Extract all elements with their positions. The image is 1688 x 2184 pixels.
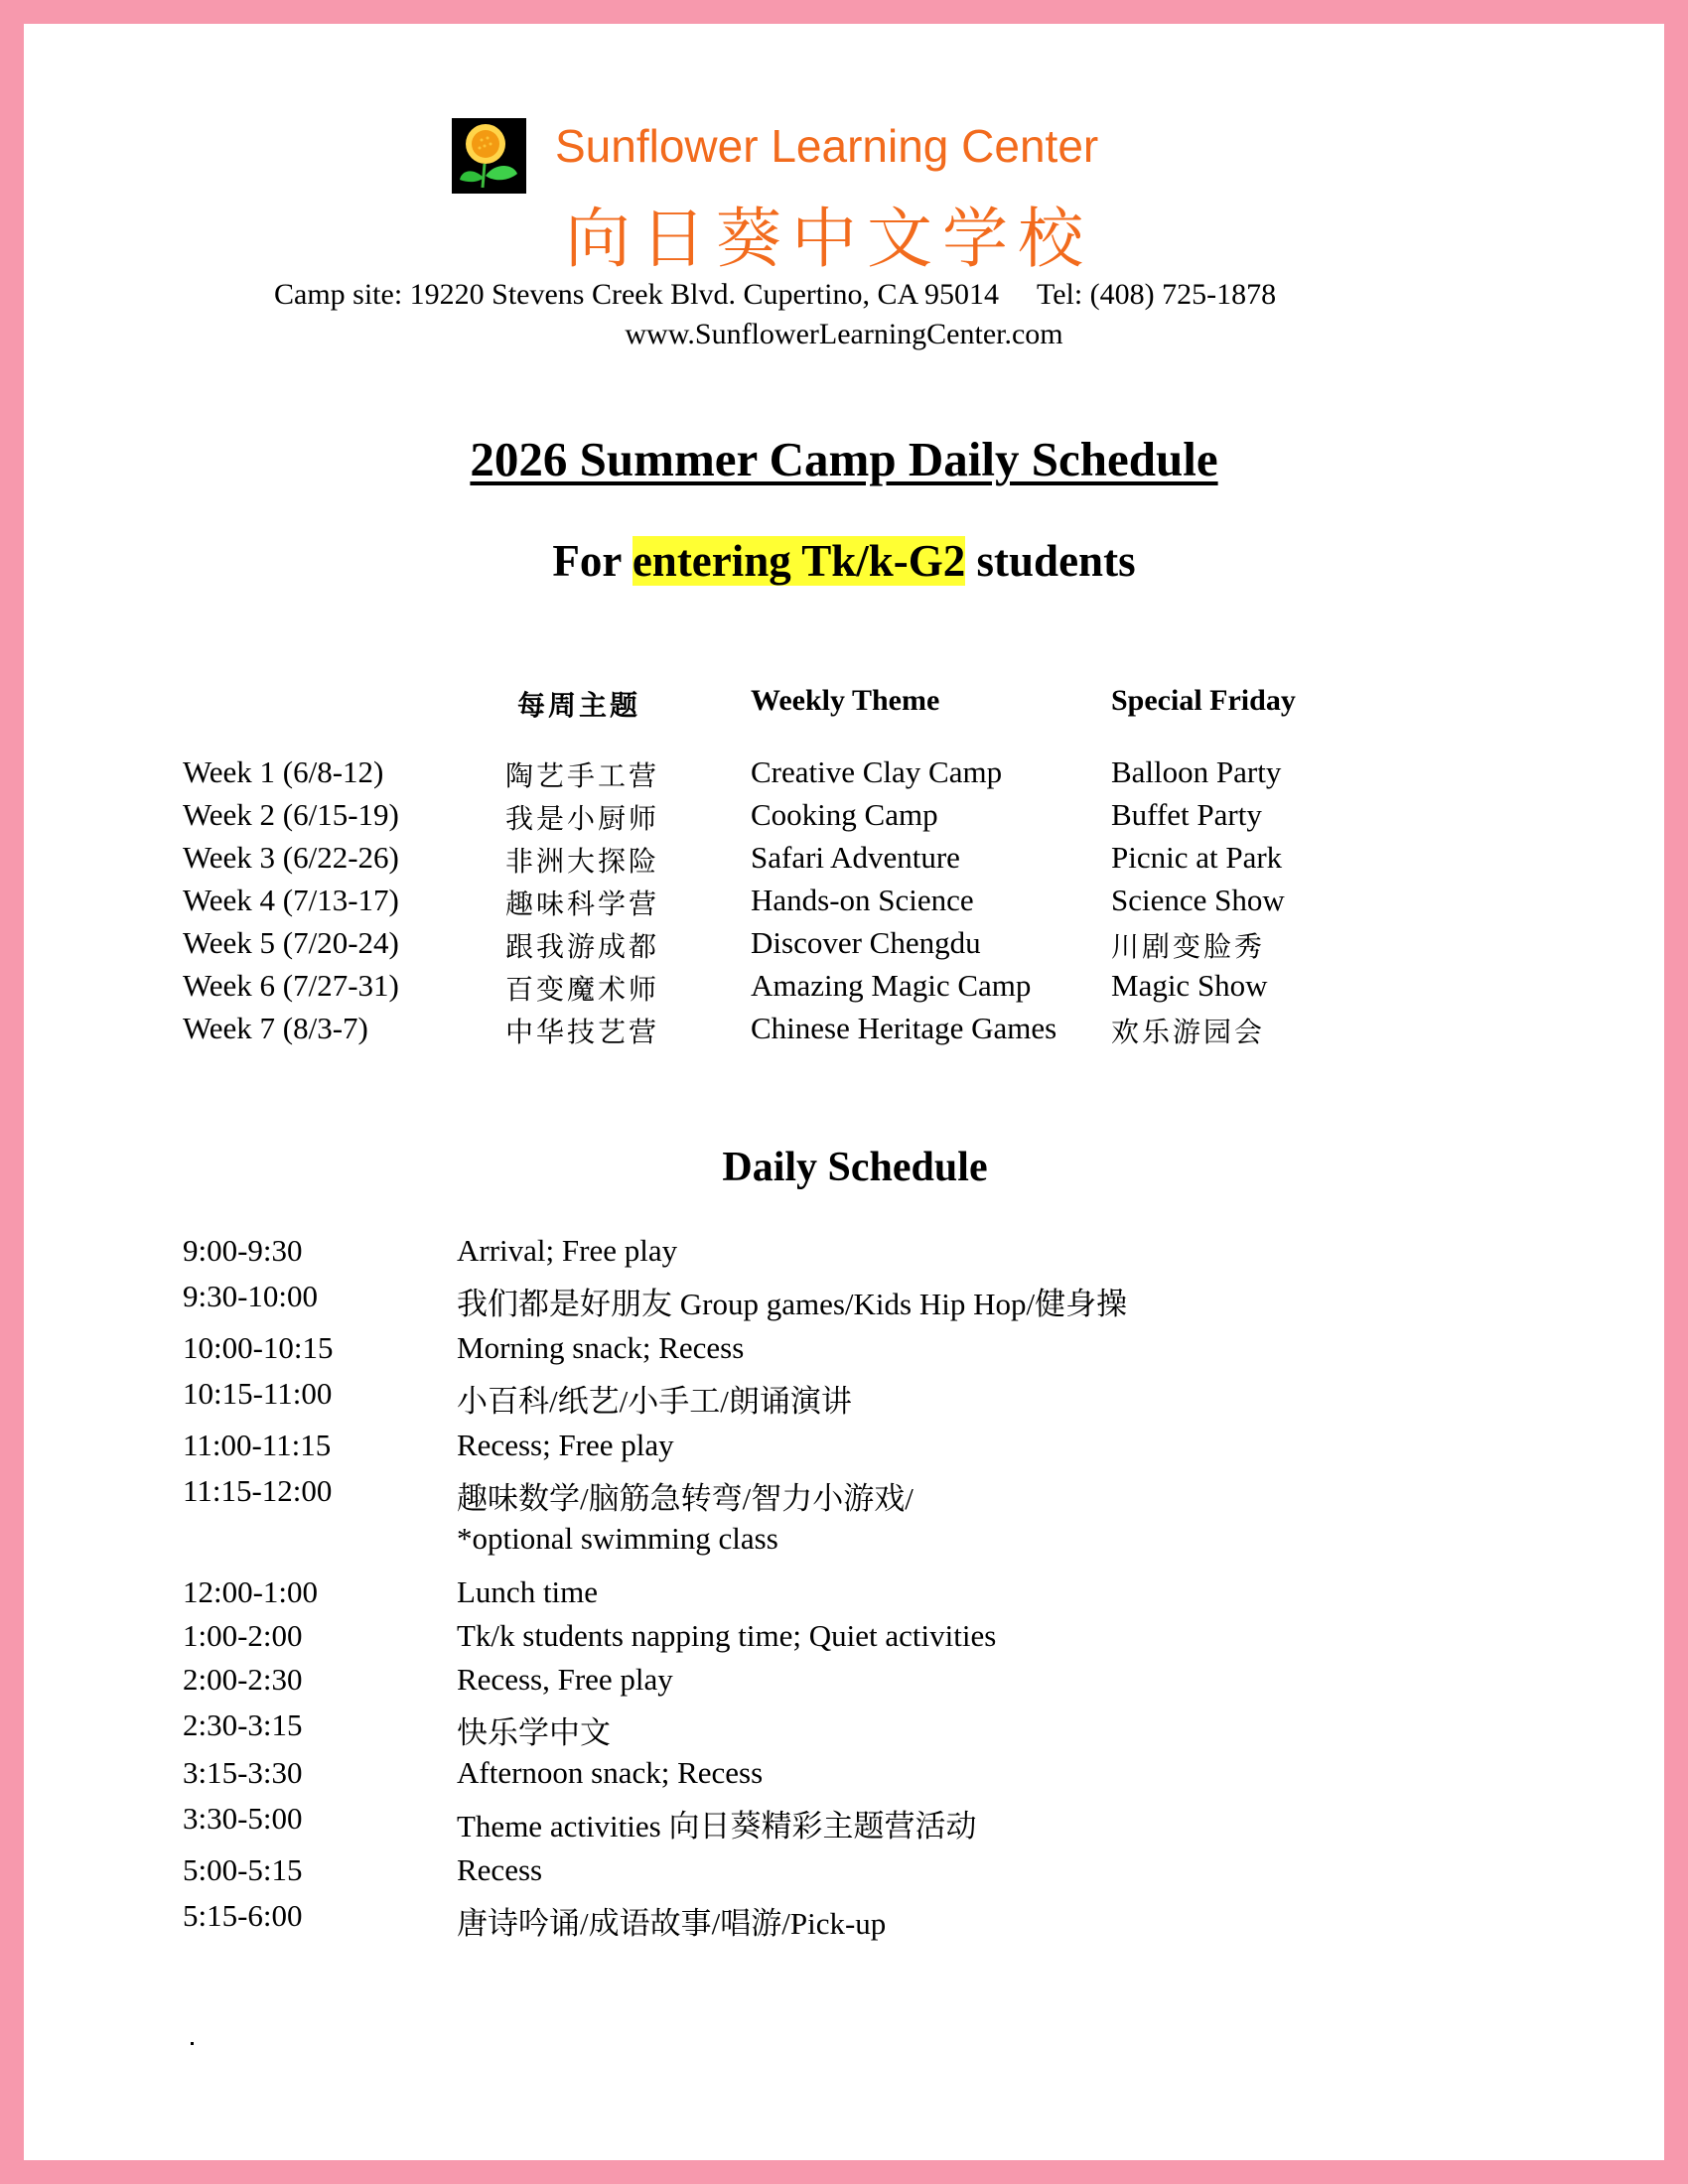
phone-number: Tel: (408) 725-1878 [1036,278,1277,311]
time-slot: 2:00-2:30 [183,1662,303,1697]
theme-chinese: 非洲大探险 [505,845,660,878]
activity: Recess, Free play [457,1662,673,1697]
footer-mark [191,2042,194,2045]
sunflower-icon [452,118,526,194]
contact-line [274,278,1276,312]
week-dates: Week 4 (7/13-17) [183,883,399,917]
week-dates: Week 2 (6/15-19) [183,797,399,832]
theme-english: Hands-on Science [751,883,974,917]
page-title: 2026 Summer Camp Daily Schedule [470,432,1218,486]
activity: Recess [457,1852,543,1887]
highlighted-grade-range: entering Tk/k-G2 [632,536,966,586]
time-slot: 12:00-1:00 [183,1574,319,1609]
activity: Arrival; Free play [457,1233,678,1268]
time-slot: 2:30-3:15 [183,1707,303,1742]
camp-address: Camp site: 19220 Stevens Creek Blvd. Cupertino, CA 95014 [274,278,999,311]
activity: Lunch time [457,1574,599,1609]
time-slot: 9:00-9:30 [183,1233,303,1268]
document-page [24,24,1664,2160]
special-friday: Picnic at Park [1111,840,1283,875]
special-friday: 川剧变脸秀 [1111,930,1266,963]
week-dates: Week 3 (6/22-26) [183,840,399,875]
theme-chinese: 百变魔术师 [505,973,660,1006]
theme-chinese: 跟我游成都 [505,930,660,963]
time-slot: 3:15-3:30 [183,1755,303,1790]
theme-english: Safari Adventure [751,840,960,875]
activity: Recess; Free play [457,1428,674,1462]
theme-english: Chinese Heritage Games [751,1011,1057,1045]
theme-english: Cooking Camp [751,797,938,832]
activity: Afternoon snack; Recess [457,1755,764,1790]
time-slot: 11:00-11:15 [183,1428,332,1462]
theme-chinese: 趣味科学营 [505,887,660,920]
activity: 快乐学中文 [457,1715,611,1750]
theme-english: Amazing Magic Camp [751,968,1032,1003]
activity: 小百科/纸艺/小手工/朗诵演讲 [457,1384,852,1419]
activity: 我们都是好朋友 Group games/Kids Hip Hop/健身操 [457,1287,1128,1321]
activity-note: *optional swimming class [457,1521,778,1556]
daily-schedule-heading: Daily Schedule [722,1145,988,1190]
time-slot: 9:30-10:00 [183,1279,319,1313]
time-slot: 10:15-11:00 [183,1376,333,1411]
time-slot: 5:00-5:15 [183,1852,303,1887]
activity: Morning snack; Recess [457,1330,745,1365]
time-slot: 11:15-12:00 [183,1473,333,1508]
subtitle-suffix: students [965,536,1136,586]
activity: 趣味数学/脑筋急转弯/智力小游戏/ [457,1481,914,1516]
activity: 唐诗吟诵/成语故事/唱游/Pick-up [457,1906,887,1941]
activity: Theme activities 向日葵精彩主题营活动 [457,1809,977,1843]
theme-chinese: 中华技艺营 [505,1016,660,1048]
theme-english: Discover Chengdu [751,925,981,960]
theme-chinese: 陶艺手工营 [505,759,660,792]
column-header-weekly-theme: Weekly Theme [751,684,940,717]
special-friday: Buffet Party [1111,797,1262,832]
week-dates: Week 7 (8/3-7) [183,1011,368,1045]
time-slot: 3:30-5:00 [183,1801,303,1836]
week-dates: Week 1 (6/8-12) [183,754,384,789]
special-friday: Magic Show [1111,968,1268,1003]
special-friday: Science Show [1111,883,1285,917]
website-link[interactable]: www.SunflowerLearningCenter.com [625,318,1063,350]
subtitle-prefix: For [552,536,633,586]
activity: Tk/k students napping time; Quiet activities [457,1618,997,1653]
brand-name-english: Sunflower Learning Center [555,120,1099,172]
time-slot: 10:00-10:15 [183,1330,334,1365]
special-friday: 欢乐游园会 [1111,1016,1266,1048]
week-dates: Week 6 (7/27-31) [183,968,399,1003]
special-friday: Balloon Party [1111,754,1282,789]
time-slot: 1:00-2:00 [183,1618,303,1653]
column-header-special-friday: Special Friday [1111,684,1296,717]
theme-chinese: 我是小厨师 [505,802,660,835]
time-slot: 5:15-6:00 [183,1898,303,1933]
theme-english: Creative Clay Camp [751,754,1003,789]
column-header-chinese-theme: 每周主题 [517,689,641,722]
audience-subtitle [24,535,1664,587]
week-dates: Week 5 (7/20-24) [183,925,399,960]
brand-name-chinese: 向日葵中文学校 [565,201,1093,277]
